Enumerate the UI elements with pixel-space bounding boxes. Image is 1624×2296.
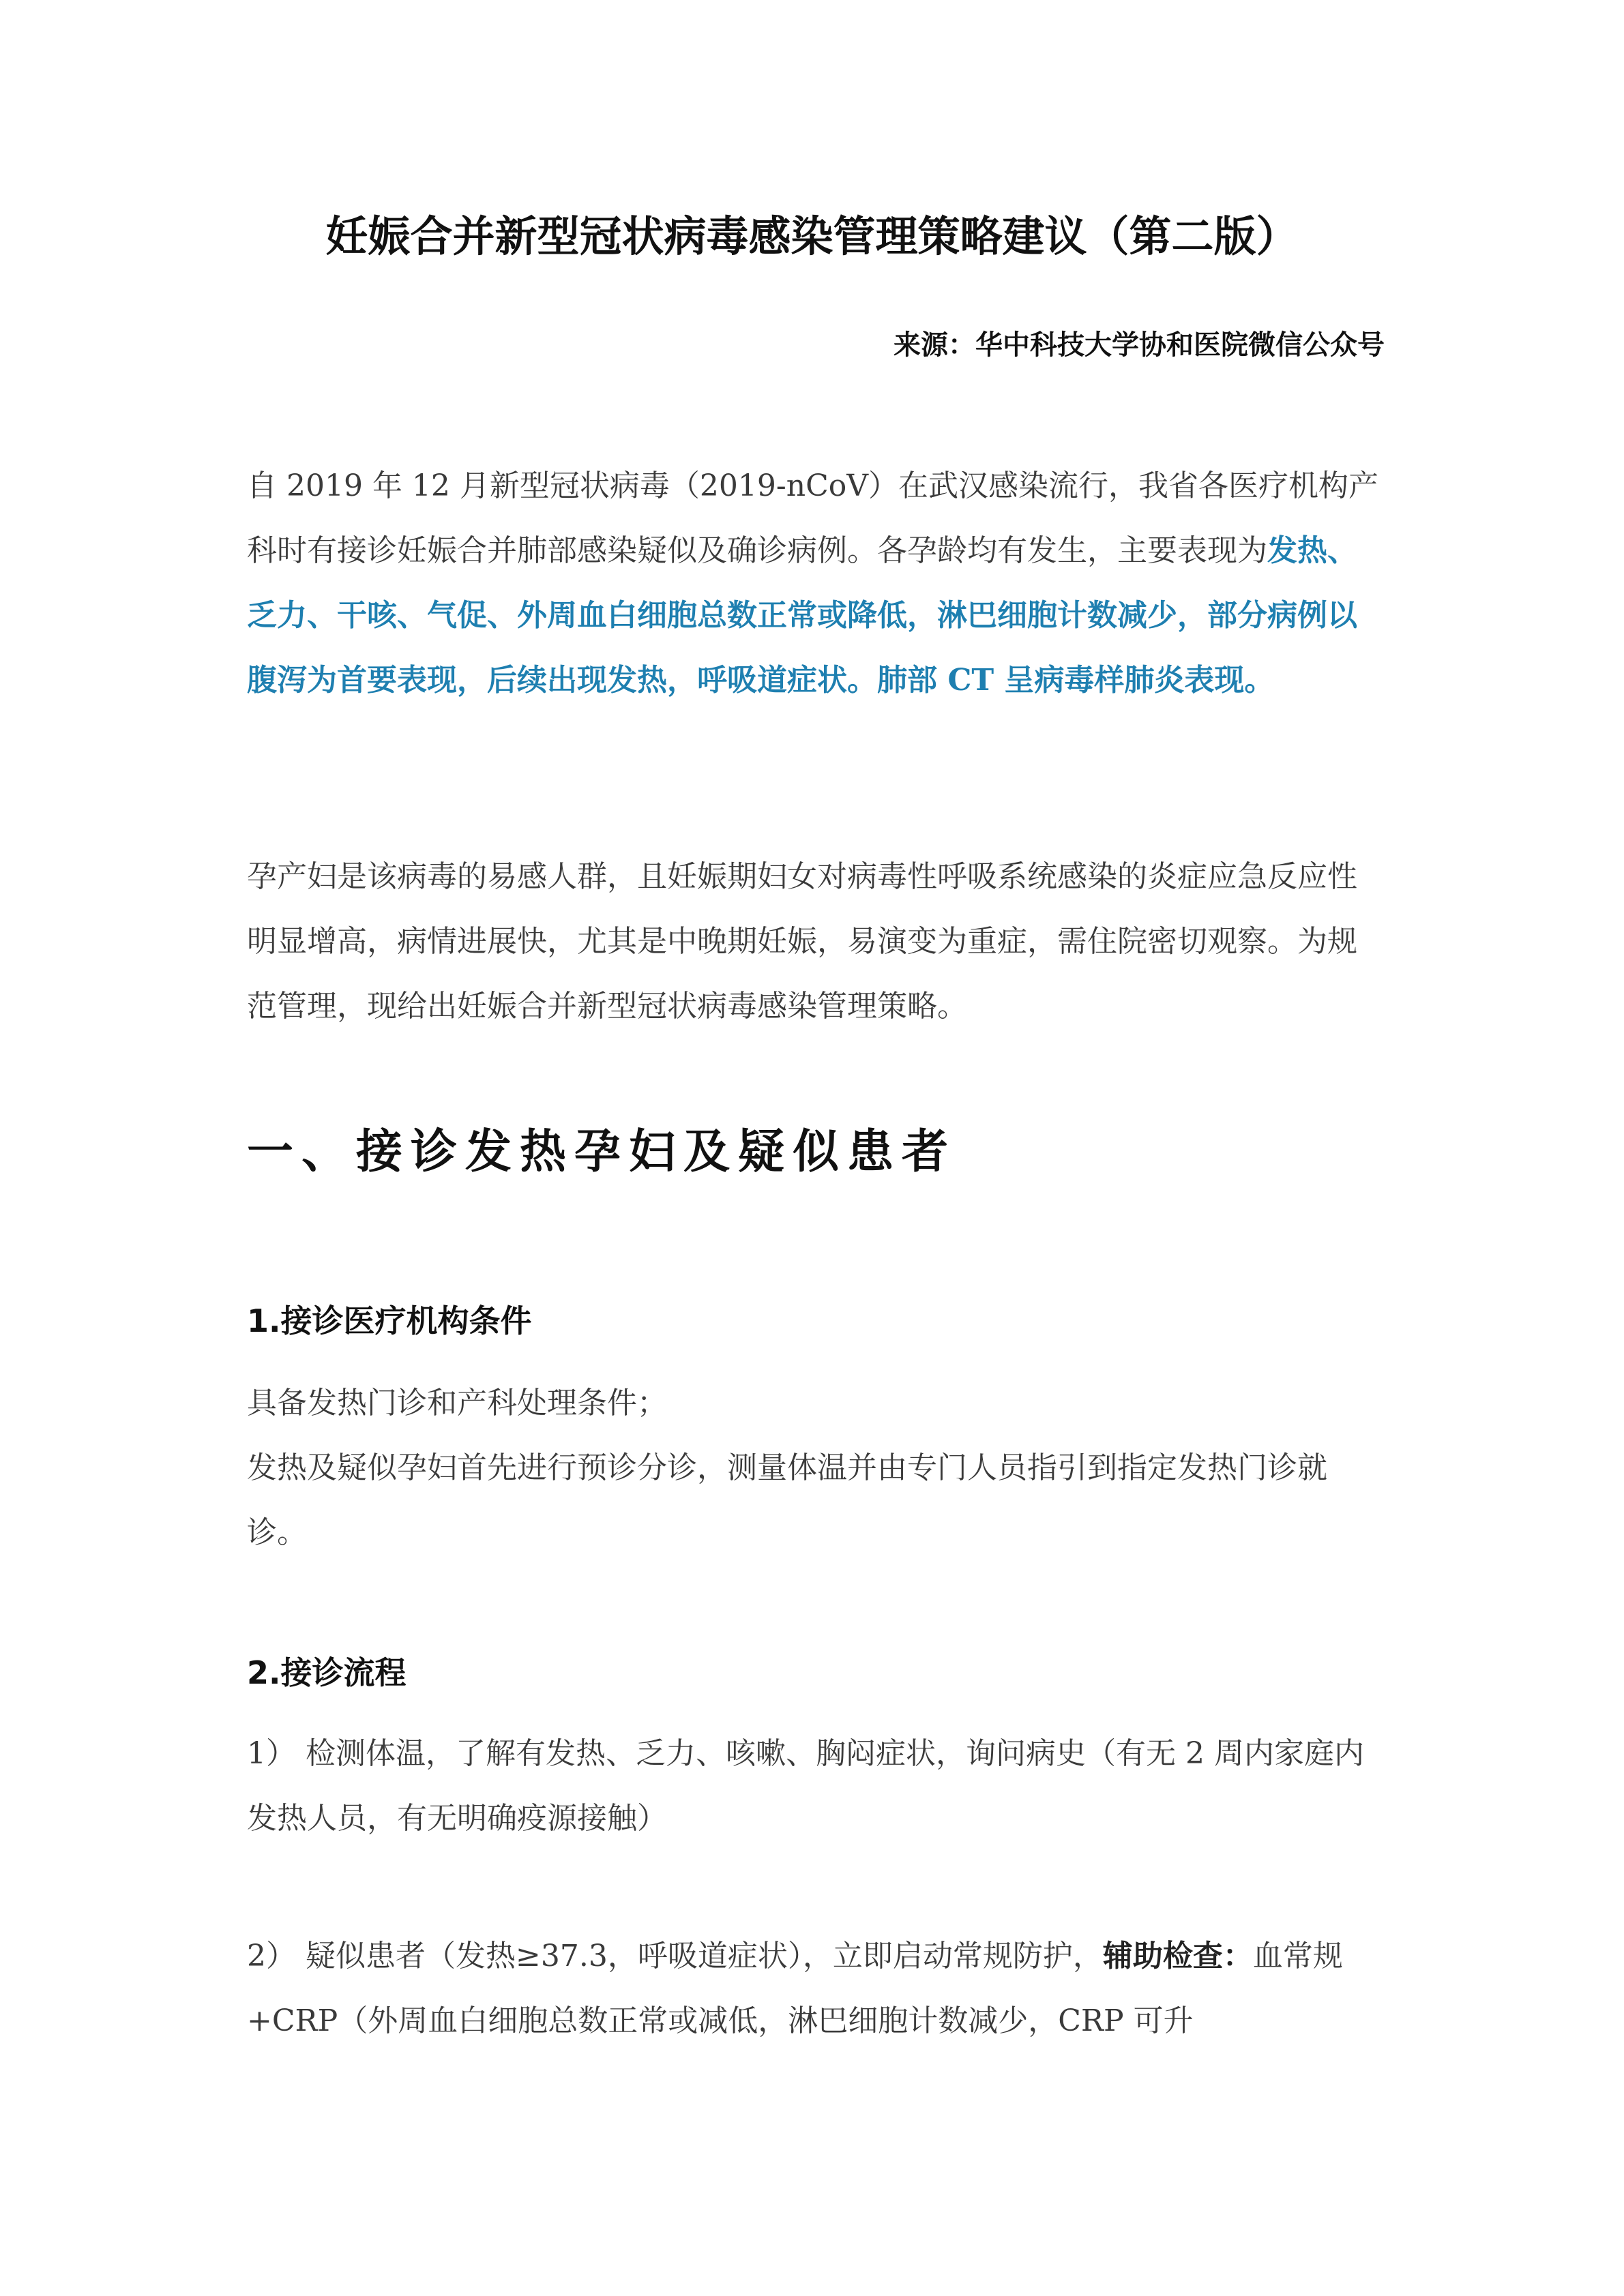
item-2-bold-label: 辅助检查： xyxy=(1102,1939,1253,1973)
subsection-1-line-1: 具备发热门诊和产科处理条件； xyxy=(247,1386,667,1420)
document-title: 妊娠合并新型冠状病毒感染管理策略建议（第二版） xyxy=(325,211,1299,261)
subsection-2-heading: 2.接诊流程 xyxy=(247,1654,407,1691)
subsection-1-line-2: 发热及疑似孕妇首先进行预诊分诊，测量体温并由专门人员指引到指定发热门诊就诊。 xyxy=(247,1450,1327,1550)
intro-highlight-text: 发热、乏力、干咳、气促、外周血白细胞总数正常或降低，淋巴细胞计数减少，部分病例以腹泻为首要表现，后续出现发热，呼吸道症状。肺部 CT 呈病毒样肺炎表现。 xyxy=(247,533,1357,698)
section-1-heading: 一、接诊发热孕妇及疑似患者 xyxy=(247,1125,957,1179)
item-2-text: 2） 疑似患者（发热≥37.3，呼吸道症状），立即启动常规防护， xyxy=(247,1939,1103,1973)
document-source: 来源：华中科技大学协和医院微信公众号 xyxy=(894,329,1385,361)
intro-paragraph-1-text: 自 2019 年 12 月新型冠状病毒（2019-nCoV）在武汉感染流行，我省各医疗机构产科时有接诊妊娠合并肺部感染疑似及确诊病例。各孕龄均有发生，主要表现为 xyxy=(247,468,1379,568)
subsection-1-heading: 1.接诊医疗机构条件 xyxy=(247,1302,532,1339)
subsection-2-item-2 xyxy=(247,1924,1379,2053)
intro-paragraph-2: 孕产妇是该病毒的易感人群，且妊娠期妇女对病毒性呼吸系统感染的炎症应急反应性明显增高，病情进展快，尤其是中晚期妊娠，易演变为重症，需住院密切观察。为规范管理，现给出妊娠合并新型冠状病毒感染管理策略。 xyxy=(247,859,1357,1024)
subsection-1-body xyxy=(247,1371,1379,1565)
intro-paragraph-1 xyxy=(247,453,1379,713)
item-2-continuation: 血常规+CRP（外周血白细胞总数正常或减低，淋巴细胞计数减少，CRP 可升 xyxy=(247,1939,1343,2038)
subsection-2-item-1: 1） 检测体温，了解有发热、乏力、咳嗽、胸闷症状，询问病史（有无 2 周内家庭内发热人员，有无明确疫源接触） xyxy=(247,1736,1364,1836)
